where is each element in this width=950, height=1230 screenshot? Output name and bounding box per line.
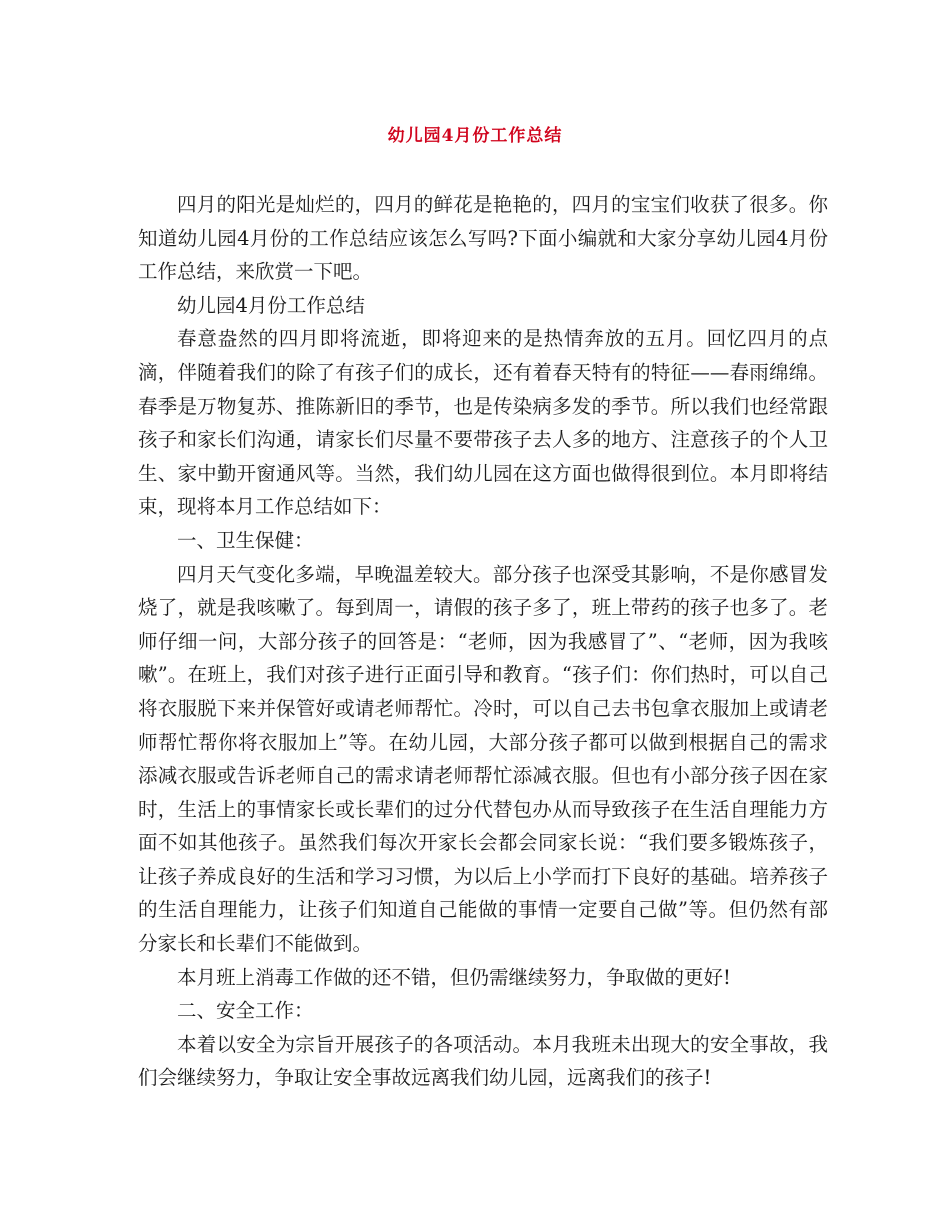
section-heading-hygiene: 一、卫生保健： (177, 528, 314, 552)
document-body (138, 188, 828, 1095)
intro-paragraph: 四月的阳光是灿烂的，四月的鲜花是艳艳的，四月的宝宝们收获了很多。你知道幼儿园4月份的工作总结应该怎么写吗?下面小编就和大家分享幼儿园4月份工作总结，来欣赏一下吧。 (138, 193, 828, 284)
document-title: 幼儿园4月份工作总结 (387, 126, 563, 146)
disinfection-paragraph: 本月班上消毒工作做的还不错，但仍需继续努力，争取做的更好! (177, 965, 731, 989)
hygiene-paragraph: 四月天气变化多端，早晚温差较大。部分孩子也深受其影响，不是你感冒发烧了，就是我咳嗽了。每到周一，请假的孩子多了，班上带药的孩子也多了。老师仔细一问，大部分孩子的回答是：“老师，因为我感冒了”、“老师，因为我咳嗽”。在班上，我们对孩子进行正面引导和教育。“孩子们：你们热时，可以自己将衣服脱下来并保管好或请老师帮忙。冷时，可以自己去书包拿衣服加上或请老师帮忙帮你将衣服加上”等。在幼儿园，大部分孩子都可以做到根据自己的需求添减衣服或告诉老师自己的需求请老师帮忙添减衣服。但也有小部分孩子因在家时，生活上的事情家长或长辈们的过分代替包办从而导致孩子在生活自理能力方面不如其他孩子。虽然我们每次开家长会都会同家长说：“我们要多锻炼孩子，让孩子养成良好的生活和学习习惯，为以后上小学而打下良好的基础。培养孩子的生活自理能力，让孩子们知道自己能做的事情一定要自己做”等。但仍然有部分家长和长辈们不能做到。 (138, 562, 828, 956)
safety-paragraph: 本着以安全为宗旨开展孩子的各项活动。本月我班未出现大的安全事故，我们会继续努力，争取让安全事故远离我们幼儿园，远离我们的孩子! (138, 1032, 828, 1090)
subtitle-paragraph: 幼儿园4月份工作总结 (177, 293, 365, 317)
opening-paragraph: 春意盎然的四月即将流逝，即将迎来的是热情奔放的五月。回忆四月的点滴，伴随着我们的除了有孩子们的成长，还有着春天特有的特征——春雨绵绵。春季是万物复苏、推陈新旧的季节，也是传染病多发的季节。所以我们也经常跟孩子和家长们沟通，请家长们尽量不要带孩子去人多的地方、注意孩子的个人卫生、家中勤开窗通风等。当然，我们幼儿园在这方面也做得很到位。本月即将结束，现将本月工作总结如下： (138, 327, 828, 519)
section-heading-safety: 二、安全工作： (177, 999, 314, 1023)
